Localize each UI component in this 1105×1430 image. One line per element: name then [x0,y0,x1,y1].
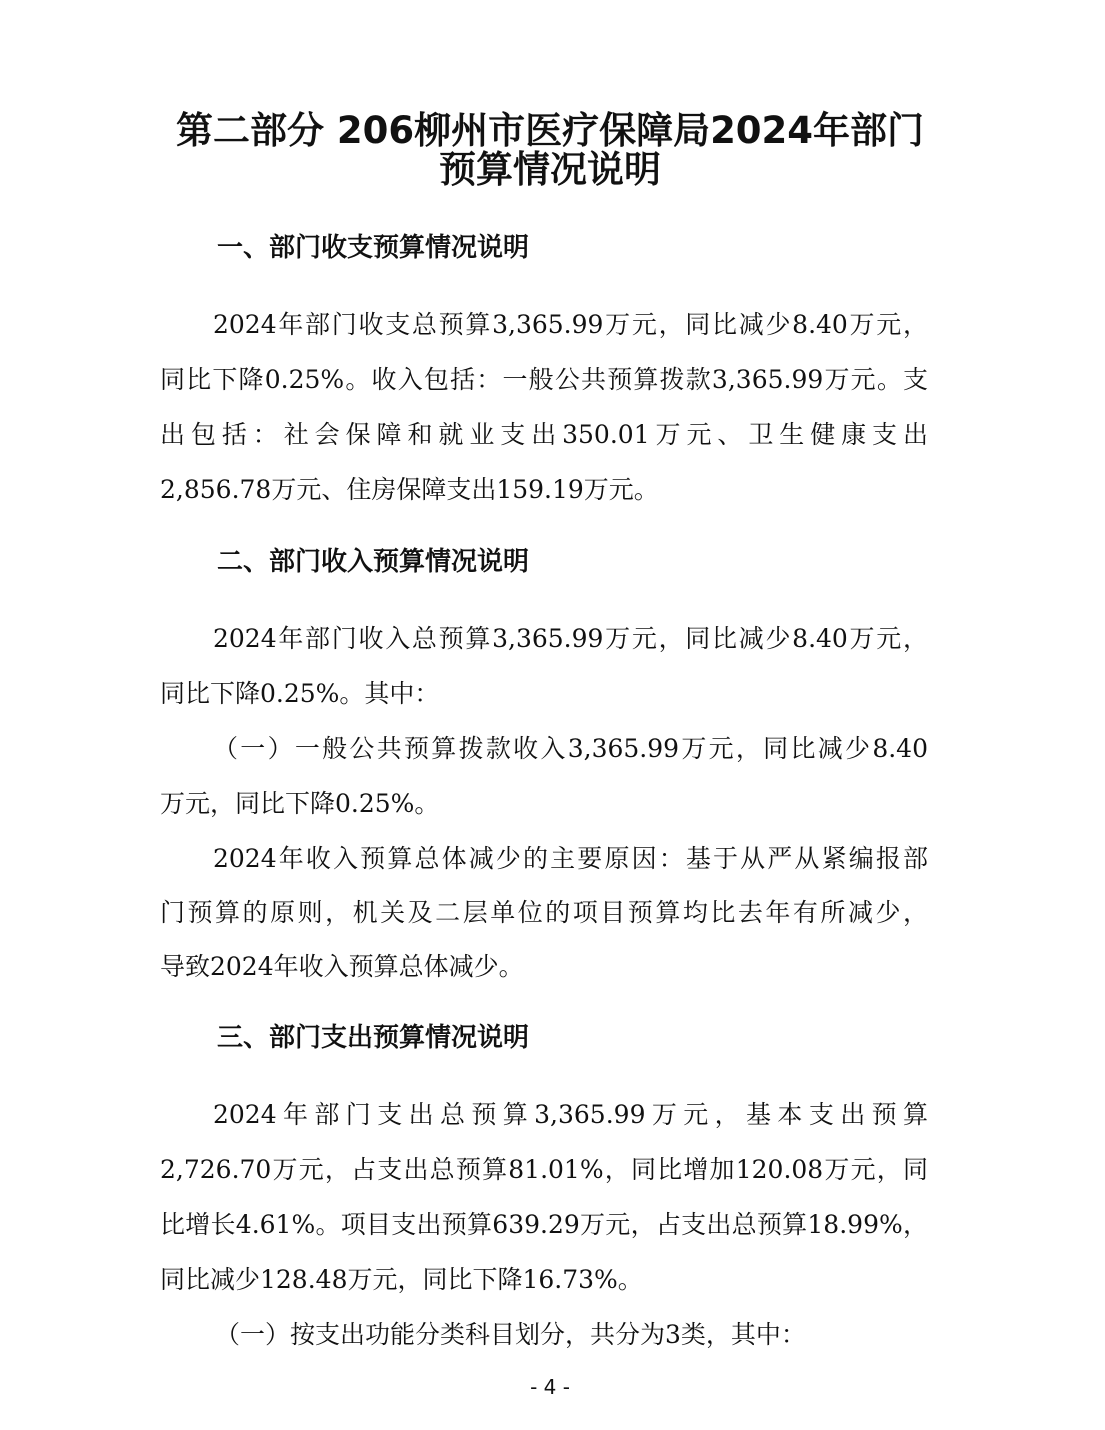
paragraph-line: 同比下降0.25%。收入包括：一般公共预算拨款3,365.99万元。支 [160,365,928,394]
paragraph-line: 2,856.78万元、住房保障支出159.19万元。 [160,475,659,504]
paragraph-line: 同比减少128.48万元，同比下降16.73%。 [160,1265,643,1294]
paragraph-line: 2,726.70万元，占支出总预算81.01%，同比增加120.08万元，同 [160,1155,928,1184]
section-heading-expenditure: 三、部门支出预算情况说明 [217,1023,530,1053]
paragraph-line: 万元，同比下降0.25%。 [160,789,440,818]
paragraph-line: 2024年部门收支总预算3,365.99万元，同比减少8.40万元， [213,310,928,339]
page-number: - 4 - [530,1375,570,1399]
paragraph-line: 2024年部门支出总预算3,365.99万元，基本支出预算 [213,1100,928,1129]
paragraph-line: 门预算的原则，机关及二层单位的项目预算均比去年有所减少， [160,898,928,927]
paragraph-line: 出包括：社会保障和就业支出350.01万元、卫生健康支出 [160,420,928,449]
paragraph-line: （一）按支出功能分类科目划分，共分为3类，其中： [215,1320,806,1349]
section-heading-income: 二、部门收入预算情况说明 [217,547,530,577]
paragraph-line: 2024年部门收入总预算3,365.99万元，同比减少8.40万元， [213,624,928,653]
paragraph-line: 同比下降0.25%。其中： [160,679,440,708]
page-title-continued: 预算情况说明 [439,148,661,191]
section-heading-income-expenditure: 一、部门收支预算情况说明 [217,233,530,263]
paragraph-line: 导致2024年收入预算总体减少。 [160,952,524,981]
paragraph-line: 比增长4.61%。项目支出预算639.29万元，占支出总预算18.99%， [160,1210,928,1239]
paragraph-line: （一）一般公共预算拨款收入3,365.99万元，同比减少8.40 [213,734,928,763]
paragraph-line: 2024年收入预算总体减少的主要原因：基于从严从紧编报部 [213,844,928,873]
page-title: 第二部分 206柳州市医疗保障局2024年部门 [175,109,925,152]
